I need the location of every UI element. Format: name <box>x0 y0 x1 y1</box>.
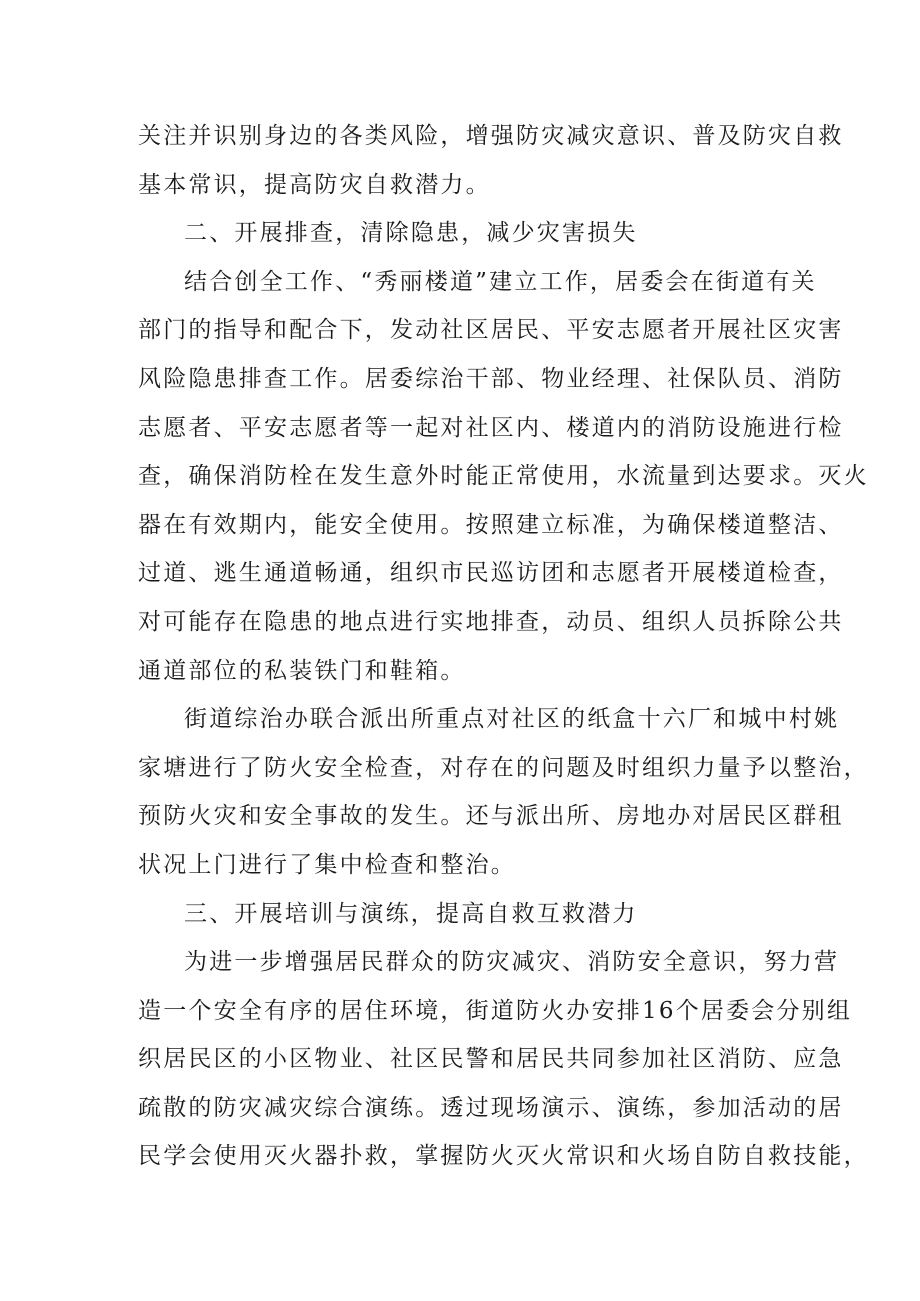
text-line: 疏散的防灾减灾综合演练。透过现场演示、演练，参加活动的居 <box>138 1094 844 1121</box>
text-line: 风险隐患排查工作。居委综治干部、物业经理、社保队员、消防 <box>138 365 844 392</box>
text-line: 关注并识别身边的各类风险，增强防灾减灾意识、普及防灾自救 <box>138 123 844 149</box>
text-line: 部门的指导和配合下，发动社区居民、平安志愿者开展社区灾害 <box>138 317 844 344</box>
text-line: 造一个安全有序的居住环境，街道防火办安排16个居委会分别组 <box>138 997 853 1024</box>
document-page <box>138 112 869 1181</box>
text-line: 查，确保消防栓在发生意外时能正常使用，水流量到达要求。灭火 <box>138 463 869 490</box>
text-line: 基本常识，提高防灾自救潜力。 <box>138 171 491 198</box>
text-line: 织居民区的小区物业、社区民警和居民共同参加社区消防、应急 <box>138 1046 844 1073</box>
text-line: 预防火灾和安全事故的发生。还与派出所、房地办对居民区群租 <box>138 803 844 830</box>
text-line: 对可能存在隐患的地点进行实地排查，动员、组织人员拆除公共 <box>138 608 844 635</box>
text-line: 器在有效期内，能安全使用。按照建立标准，为确保楼道整洁、 <box>138 511 844 538</box>
text-line: 过道、逃生通道畅通，组织市民巡访团和志愿者开展楼道检查， <box>138 560 844 587</box>
section-heading: 三、开展培训与演练，提高自救互救潜力 <box>184 900 638 927</box>
text-line: 状况上门进行了集中检查和整治。 <box>138 851 516 878</box>
paragraph-first-line: 结合创全工作、“秀丽楼道”建立工作，居委会在街道有关 <box>184 268 817 295</box>
text-line: 通道部位的私装铁门和鞋箱。 <box>138 657 466 684</box>
section-heading: 二、开展排查，清除隐患，减少灾害损失 <box>184 220 638 247</box>
text-line: 民学会使用灭火器扑救，掌握防火灭火常识和火场自防自救技能， <box>138 1143 869 1170</box>
paragraph-first-line: 为进一步增强居民群众的防灾减灾、消防安全意识，努力营 <box>184 949 840 976</box>
paragraph-first-line: 街道综治办联合派出所重点对社区的纸盒十六厂和城中村姚 <box>184 706 840 733</box>
text-line: 家塘进行了防火安全检查，对存在的问题及时组织力量予以整治， <box>138 754 869 781</box>
text-line: 志愿者、平安志愿者等一起对社区内、楼道内的消防设施进行检 <box>138 414 844 441</box>
